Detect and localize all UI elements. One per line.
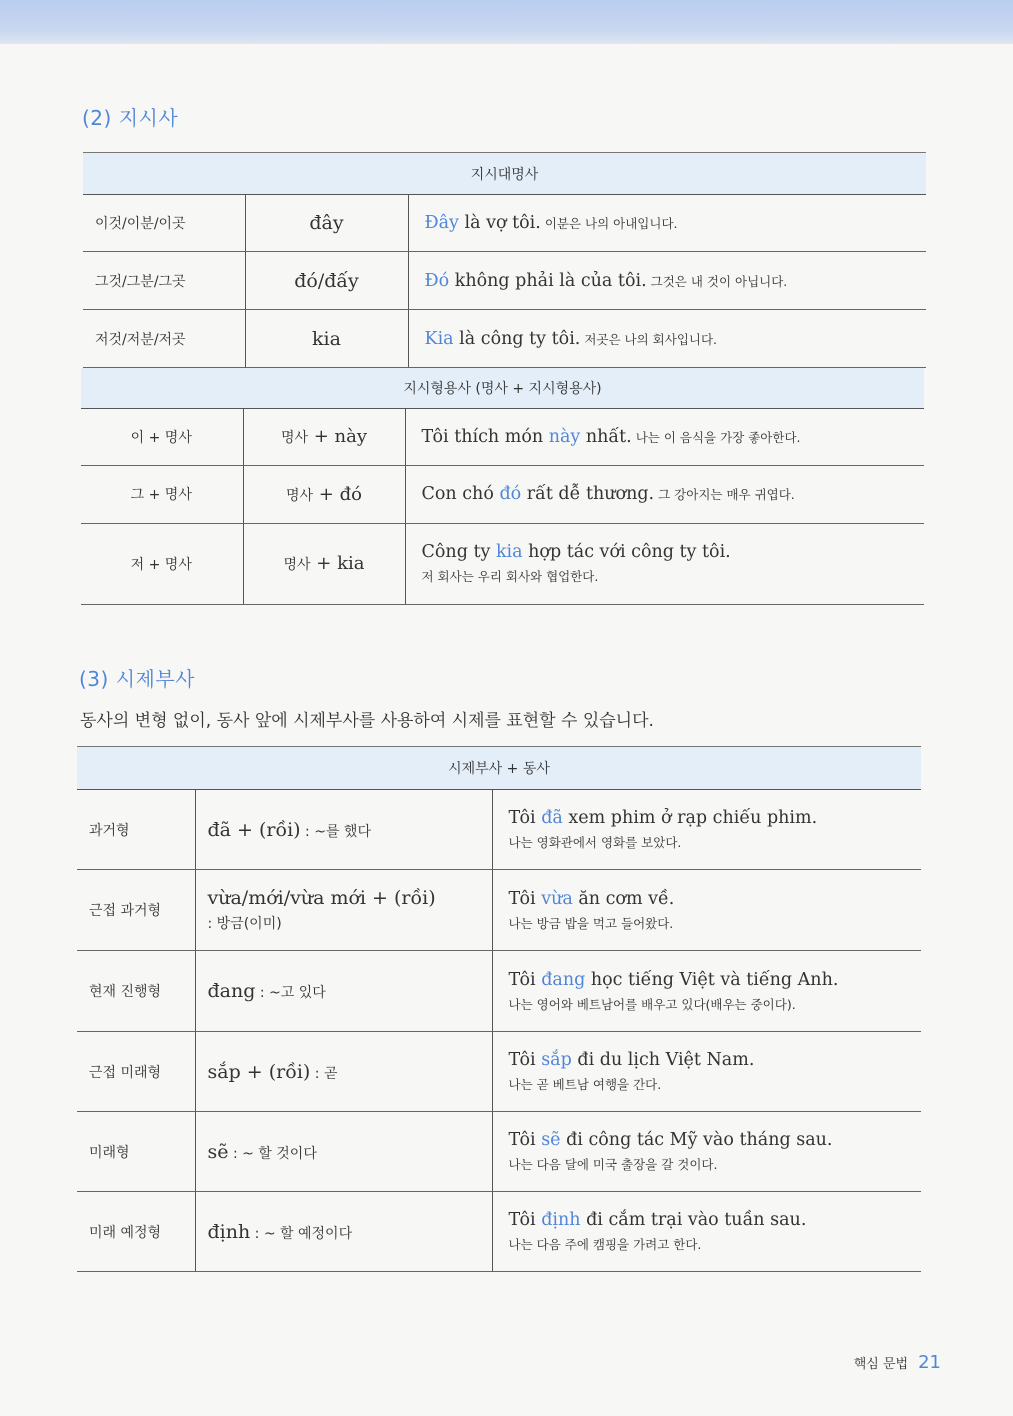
table-row	[81, 523, 924, 604]
table-row	[83, 252, 926, 310]
adjective-korean: 이 + 명사	[81, 408, 243, 465]
tense-table-header: 시제부사 + 동사	[77, 747, 921, 790]
tense-example	[492, 951, 921, 1032]
example-translation: 나는 다음 주에 캠핑을 가려고 한다.	[508, 1237, 702, 1252]
tense-adverb-table	[77, 746, 921, 1272]
adjective-korean: 저 + 명사	[81, 523, 243, 604]
section-3-intro: 동사의 변형 없이, 동사 앞에 시제부사를 사용하여 시제를 표현할 수 있습니다.	[80, 711, 654, 731]
example-text: không phải là của tôi.	[449, 270, 647, 291]
section-2-title: (2) 지시사	[82, 106, 179, 130]
adjective-table-header: 지시형용사 (명사 + 지시형용사)	[81, 368, 924, 408]
example-highlight: Đây	[424, 213, 459, 233]
example-text: nhất.	[580, 426, 632, 447]
adjective-example	[405, 523, 924, 604]
pronoun-vietnamese: đây	[245, 195, 408, 252]
example-highlight: kia	[495, 542, 523, 562]
example-text: Công ty	[421, 542, 496, 562]
pronoun-example	[408, 195, 926, 252]
example-text: là công ty tôi.	[453, 328, 581, 349]
table-row	[83, 310, 926, 368]
pronoun-example	[408, 252, 926, 310]
example-highlight: đang	[541, 969, 586, 990]
example-translation: 저곳은 나의 회사입니다.	[584, 331, 718, 347]
tense-name: 근접 과거형	[77, 870, 195, 951]
pronoun-vietnamese: đó/đấy	[245, 252, 408, 310]
tense-form-meaning: : ~고 있다	[255, 985, 326, 1001]
tense-name: 근접 미래형	[77, 1032, 195, 1112]
example-highlight: Đó	[424, 270, 450, 291]
example-translation: 나는 이 음식을 가장 좋아한다.	[635, 429, 801, 445]
table-row	[81, 408, 924, 465]
example-text: Tôi	[508, 1050, 542, 1070]
tense-form-vn: định	[207, 1220, 251, 1243]
example-highlight: sẽ	[541, 1130, 561, 1150]
pronoun-korean: 이것/이분/이곳	[83, 195, 245, 252]
adjective-form	[243, 523, 405, 604]
example-text: đi du lịch Việt Nam.	[571, 1050, 755, 1070]
example-highlight: đã	[541, 808, 563, 828]
tense-example	[492, 1192, 921, 1272]
pronoun-example	[408, 310, 926, 368]
example-highlight: định	[541, 1210, 581, 1230]
table-row	[77, 951, 921, 1032]
tense-form	[195, 790, 492, 870]
tense-example	[492, 1032, 921, 1112]
example-text: Tôi	[508, 888, 542, 909]
example-highlight: Kia	[424, 328, 454, 349]
chapter-label: 핵심 문법	[853, 1357, 909, 1372]
example-translation: 나는 곧 베트남 여행을 간다.	[508, 1077, 662, 1092]
table-row	[77, 790, 921, 870]
pronoun-vietnamese: kia	[245, 310, 408, 368]
tense-form	[195, 1192, 492, 1272]
tense-name: 현재 진행형	[77, 951, 195, 1032]
example-text: Tôi	[508, 1210, 542, 1230]
demonstrative-adjective-table	[81, 368, 924, 605]
tense-form	[195, 1112, 492, 1192]
pronoun-korean: 저것/저분/저곳	[83, 310, 245, 368]
example-text: xem phim ở rạp chiếu phim.	[562, 808, 818, 828]
example-text: là vợ tôi.	[458, 213, 541, 233]
example-highlight: vừa	[541, 888, 573, 909]
pronoun-korean: 그것/그분/그곳	[83, 252, 245, 310]
table-row	[77, 1192, 921, 1272]
table-row	[83, 195, 926, 252]
example-translation: 나는 방금 밥을 먹고 들어왔다.	[508, 915, 674, 931]
table-row	[81, 465, 924, 523]
adjective-form	[243, 408, 405, 465]
example-translation: 나는 영어와 베트남어를 배우고 있다(배우는 중이다).	[508, 996, 796, 1012]
tense-form-vn: sắp + (rồi)	[207, 1060, 311, 1083]
adjective-example	[405, 408, 924, 465]
example-text: Tôi	[508, 969, 542, 990]
example-translation: 나는 다음 달에 미국 출장을 갈 것이다.	[508, 1157, 718, 1172]
example-text: rất dễ thương.	[521, 484, 655, 504]
example-text: Con chó	[421, 484, 500, 504]
example-text: Tôi	[508, 808, 542, 828]
example-highlight: sắp	[541, 1050, 572, 1070]
example-translation: 이분은 나의 아내입니다.	[544, 216, 678, 231]
adjective-form-word: + này	[308, 426, 368, 447]
tense-example	[492, 1112, 921, 1192]
adjective-form-word: + kia	[310, 553, 365, 574]
adjective-form-word: + đó	[313, 483, 362, 505]
tense-name: 미래 예정형	[77, 1192, 195, 1272]
adjective-form-noun: 명사	[283, 557, 311, 573]
example-translation: 그 강아지는 매우 귀엽다.	[658, 487, 795, 502]
example-highlight: đó	[499, 484, 522, 504]
table-row	[77, 870, 921, 951]
tense-form-meaning: : ~ 할 예정이다	[250, 1225, 353, 1242]
example-highlight: này	[548, 426, 581, 447]
example-text: học tiếng Việt và tiếng Anh.	[585, 969, 839, 990]
adjective-korean: 그 + 명사	[81, 465, 243, 523]
tense-example	[492, 790, 921, 870]
example-text: Tôi	[508, 1130, 542, 1150]
tense-form	[195, 1032, 492, 1112]
section-3-title: (3) 시제부사	[79, 667, 195, 691]
demonstrative-pronoun-table	[83, 152, 926, 368]
top-color-band	[0, 0, 1013, 44]
table-row	[77, 1032, 921, 1112]
tense-form	[195, 870, 492, 951]
table-row	[77, 1112, 921, 1192]
example-translation: 저 회사는 우리 회사와 협업한다.	[421, 569, 599, 584]
tense-form	[195, 951, 492, 1032]
tense-form-vn: vừa/mới/vừa mới + (rồi)	[207, 887, 436, 909]
tense-form-vn: đang	[207, 980, 256, 1002]
tense-example	[492, 870, 921, 951]
adjective-example	[405, 465, 924, 523]
example-text: hợp tác với công ty tôi.	[522, 542, 731, 562]
pronoun-table-header: 지시대명사	[83, 153, 926, 195]
example-translation: 그것은 내 것이 아닙니다.	[650, 273, 788, 289]
example-translation: 나는 영화관에서 영화를 보았다.	[508, 835, 682, 850]
tense-form-meaning: : 곧	[310, 1065, 338, 1082]
tense-form-meaning: : ~ 할 것이다	[228, 1145, 317, 1162]
tense-form-vn: sẽ	[207, 1140, 229, 1163]
tense-form-meaning: : ~를 했다	[300, 823, 371, 840]
adjective-form	[243, 465, 405, 523]
tense-form-meaning: : 방금(이미)	[207, 916, 282, 932]
tense-form-vn: đã + (rồi)	[207, 818, 301, 841]
page-footer	[854, 1352, 941, 1373]
example-text: ăn cơm về.	[572, 888, 675, 909]
example-text: đi cắm trại vào tuần sau.	[580, 1210, 807, 1230]
adjective-form-noun: 명사	[280, 430, 309, 446]
tense-name: 과거형	[77, 790, 195, 870]
example-text: Tôi thích món	[421, 426, 549, 447]
page-number: 21	[918, 1352, 941, 1373]
example-text: đi công tác Mỹ vào tháng sau.	[560, 1130, 833, 1150]
adjective-form-noun: 명사	[286, 487, 314, 504]
tense-name: 미래형	[77, 1112, 195, 1192]
